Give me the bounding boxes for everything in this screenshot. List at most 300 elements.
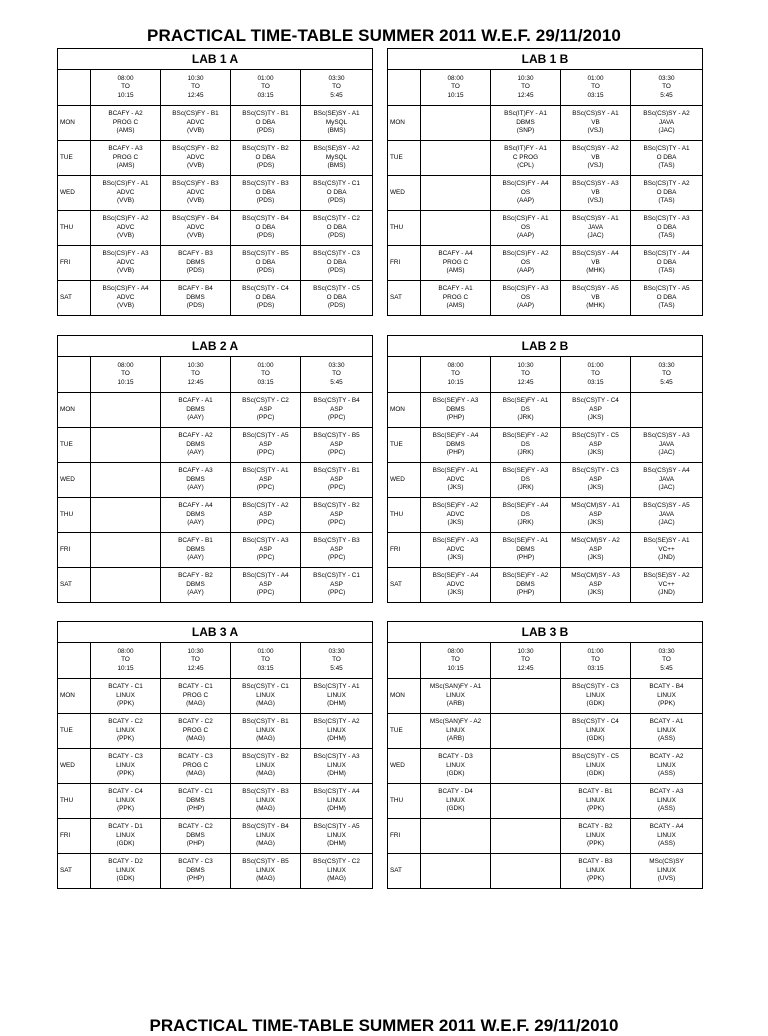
session-faculty: (MAG): [256, 805, 275, 813]
day-label: THU: [388, 498, 421, 533]
session-faculty: (PPC): [256, 484, 275, 492]
session-cell: [91, 533, 161, 568]
session-cell: [491, 393, 561, 428]
session-batch: BSc(CS)TY - C3: [313, 250, 360, 258]
session-subject: ASP: [330, 580, 343, 588]
session-faculty: (JKS): [587, 414, 604, 422]
session-cell: [161, 176, 231, 211]
session-faculty: (VVB): [186, 197, 205, 205]
session-faculty: (PHP): [186, 805, 205, 813]
session-cell: [491, 211, 561, 246]
session-cell: [231, 784, 301, 819]
session-cell: [301, 714, 373, 749]
time-slot-line: TO: [121, 83, 130, 91]
session-subject: OS: [520, 293, 531, 301]
time-slot-line: 01:00: [587, 74, 604, 82]
session-cell: [631, 106, 703, 141]
session-cell: [491, 568, 561, 603]
session-faculty: (GDK): [586, 700, 605, 708]
day-label: THU: [58, 211, 91, 246]
lab-name: LAB 3 A: [58, 622, 373, 643]
session-subject: DBMS: [186, 866, 205, 874]
session-cell: [161, 568, 231, 603]
session-cell: [161, 749, 231, 784]
session-batch: BSc(CS)FY - B3: [172, 180, 219, 188]
session-cell: [91, 428, 161, 463]
session-cell: [91, 463, 161, 498]
session-batch: MSc(SAN)FY - A2: [429, 718, 482, 726]
session-cell: [561, 533, 631, 568]
session-faculty: (VVB): [186, 162, 205, 170]
time-slot-line: 01:00: [587, 647, 604, 655]
time-slot-line: TO: [191, 83, 200, 91]
session-batch: BSc(CS)TY - B2: [242, 145, 289, 153]
session-cell: [301, 463, 373, 498]
session-subject: LINUX: [657, 866, 676, 874]
session-batch: BSc(SE)FY - A4: [502, 502, 549, 510]
session-cell: [91, 281, 161, 316]
time-slot-line: 08:00: [117, 361, 134, 369]
time-slot-line: 5:45: [330, 378, 343, 386]
session-subject: ADVC: [446, 475, 465, 483]
session-cell: [421, 211, 491, 246]
session-faculty: (JKS): [587, 484, 604, 492]
session-cell: [301, 211, 373, 246]
session-cell: [301, 498, 373, 533]
session-faculty: (PPK): [116, 805, 135, 813]
session-faculty: (AAY): [187, 554, 204, 562]
session-faculty: (VSJ): [587, 162, 604, 170]
session-subject: O DBA: [656, 153, 677, 161]
day-label: TUE: [58, 428, 91, 463]
session-faculty: (MAG): [186, 700, 205, 708]
session-subject: ASP: [330, 510, 343, 518]
session-subject: ADVC: [446, 580, 465, 588]
session-cell: [91, 246, 161, 281]
session-cell: [421, 106, 491, 141]
time-slot-line: TO: [332, 83, 341, 91]
session-batch: BSc(CS)TY - A3: [643, 215, 690, 223]
session-batch: BSc(CS)FY - A4: [502, 180, 549, 188]
session-subject: JAVA: [658, 440, 675, 448]
time-slot-line: TO: [521, 83, 530, 91]
session-cell: [161, 281, 231, 316]
session-cell: [631, 679, 703, 714]
session-faculty: (MAG): [327, 875, 346, 883]
session-batch: BSc(CS)SY - A5: [572, 285, 619, 293]
session-batch: BSc(CS)SY - A1: [572, 110, 619, 118]
session-cell: [631, 428, 703, 463]
session-subject: ASP: [589, 475, 602, 483]
session-subject: DS: [521, 510, 530, 518]
session-batch: BCATY - D1: [108, 823, 143, 831]
session-faculty: (GDK): [116, 840, 135, 848]
session-faculty: (PPC): [327, 519, 346, 527]
time-slot-line: 03:15: [587, 91, 604, 99]
time-slot-line: 5:45: [660, 378, 673, 386]
session-subject: DBMS: [186, 258, 205, 266]
session-batch: BCATY - C1: [178, 683, 213, 691]
time-slot-line: 5:45: [660, 91, 673, 99]
session-batch: BSc(CS)TY - C2: [242, 397, 289, 405]
session-subject: ADVC: [446, 545, 465, 553]
session-cell: [161, 679, 231, 714]
session-cell: [231, 749, 301, 784]
session-batch: BCAFY - A1: [178, 397, 213, 405]
session-batch: BSc(CS)FY - A4: [102, 285, 149, 293]
session-cell: [231, 246, 301, 281]
session-cell: [631, 714, 703, 749]
session-subject: ASP: [589, 510, 602, 518]
session-subject: DBMS: [516, 545, 535, 553]
session-cell: [561, 749, 631, 784]
session-cell: [491, 854, 561, 889]
session-faculty: (PPC): [327, 449, 346, 457]
session-batch: MSc(CM)SY - A1: [571, 502, 620, 510]
day-label: THU: [388, 211, 421, 246]
lab-table: [387, 335, 703, 603]
session-batch: BCATY - C2: [108, 718, 143, 726]
time-slot-line: TO: [591, 370, 600, 378]
time-slot-line: 5:45: [330, 664, 343, 672]
session-faculty: (ASS): [657, 735, 676, 743]
corner-cell: [388, 643, 421, 679]
session-subject: DS: [521, 440, 530, 448]
session-cell: [421, 854, 491, 889]
session-cell: [301, 106, 373, 141]
session-batch: BCATY - C3: [108, 753, 143, 761]
day-label: FRI: [58, 533, 91, 568]
day-label: WED: [58, 176, 91, 211]
session-batch: BCATY - C3: [178, 858, 213, 866]
session-cell: [421, 176, 491, 211]
session-subject: DBMS: [186, 440, 205, 448]
session-faculty: (JKS): [447, 519, 464, 527]
time-slot-line: 12:45: [517, 91, 534, 99]
session-faculty: (DHM): [327, 700, 346, 708]
session-batch: BSc(CS)TY - A2: [242, 502, 289, 510]
session-batch: BSc(CS)TY - B4: [242, 215, 289, 223]
session-cell: [491, 246, 561, 281]
session-faculty: (JKS): [447, 589, 464, 597]
session-subject: DBMS: [186, 475, 205, 483]
time-slot-header: [491, 643, 561, 679]
session-subject: DBMS: [186, 580, 205, 588]
time-slot-line: 12:45: [517, 378, 534, 386]
session-cell: [301, 533, 373, 568]
session-cell: [561, 106, 631, 141]
session-subject: LINUX: [586, 831, 605, 839]
time-slot-header: [491, 70, 561, 106]
session-subject: LINUX: [657, 796, 676, 804]
session-cell: [491, 106, 561, 141]
session-subject: ADVC: [116, 188, 135, 196]
session-faculty: (JAC): [658, 519, 675, 527]
session-cell: [161, 819, 231, 854]
time-slot-header: [491, 357, 561, 393]
session-batch: BCAFY - A3: [108, 145, 143, 153]
time-slot-header: [561, 357, 631, 393]
time-slot-header: [161, 357, 231, 393]
session-batch: BSc(CS)FY - B4: [172, 215, 219, 223]
session-cell: [91, 819, 161, 854]
session-cell: [561, 819, 631, 854]
session-batch: BSc(CS)SY - A5: [643, 502, 690, 510]
day-label: SAT: [388, 281, 421, 316]
session-subject: PROG C: [182, 726, 209, 734]
time-slot-header: [301, 643, 373, 679]
session-subject: ADVC: [116, 293, 135, 301]
session-faculty: (TAS): [658, 162, 675, 170]
session-batch: BCATY - A1: [649, 718, 684, 726]
session-cell: [491, 428, 561, 463]
session-faculty: (ASS): [657, 805, 676, 813]
session-subject: LINUX: [256, 761, 275, 769]
session-batch: BCATY - C1: [178, 788, 213, 796]
session-faculty: (TAS): [658, 267, 675, 275]
session-subject: JAVA: [658, 118, 675, 126]
corner-cell: [388, 357, 421, 393]
session-subject: O DBA: [255, 223, 276, 231]
session-cell: [91, 176, 161, 211]
session-cell: [231, 568, 301, 603]
session-subject: DBMS: [186, 545, 205, 553]
session-batch: BSc(CS)TY - C3: [572, 683, 619, 691]
session-cell: [561, 428, 631, 463]
day-label: THU: [58, 498, 91, 533]
session-faculty: (PPC): [256, 554, 275, 562]
session-subject: LINUX: [657, 726, 676, 734]
session-batch: BSc(CS)FY - A1: [102, 180, 149, 188]
session-cell: [631, 749, 703, 784]
time-slot-line: 03:15: [587, 378, 604, 386]
session-cell: [631, 393, 703, 428]
session-subject: ASP: [589, 405, 602, 413]
session-faculty: (PPC): [256, 589, 275, 597]
session-subject: ADVC: [446, 510, 465, 518]
session-faculty: (PPC): [256, 519, 275, 527]
time-slot-line: TO: [662, 83, 671, 91]
session-faculty: (JND): [658, 554, 675, 562]
session-batch: BCAFY - B3: [178, 250, 213, 258]
session-subject: LINUX: [446, 726, 465, 734]
session-batch: BSc(CS)TY - C3: [572, 467, 619, 475]
session-cell: [491, 819, 561, 854]
day-label: MON: [58, 393, 91, 428]
session-faculty: (PPC): [327, 554, 346, 562]
time-slot-line: TO: [121, 370, 130, 378]
session-batch: BCATY - B4: [649, 683, 684, 691]
session-subject: LINUX: [116, 866, 135, 874]
time-slot-line: 10:30: [517, 361, 534, 369]
session-subject: DBMS: [186, 510, 205, 518]
session-subject: O DBA: [656, 258, 677, 266]
session-cell: [91, 106, 161, 141]
session-subject: JAVA: [658, 475, 675, 483]
time-slot-line: 03:30: [328, 361, 345, 369]
day-label: MON: [58, 106, 91, 141]
corner-cell: [58, 357, 91, 393]
session-subject: VB: [591, 118, 600, 126]
session-cell: [421, 533, 491, 568]
session-cell: [631, 176, 703, 211]
session-faculty: (GDK): [446, 805, 465, 813]
time-slot-line: 10:15: [117, 91, 134, 99]
session-subject: MySQL: [325, 153, 348, 161]
session-faculty: (PHP): [446, 449, 465, 457]
session-faculty: (AAY): [187, 414, 204, 422]
session-cell: [301, 176, 373, 211]
time-slot-header: [631, 643, 703, 679]
session-subject: ASP: [589, 545, 602, 553]
session-faculty: (PDS): [256, 197, 275, 205]
session-batch: BSc(CS)TY - B4: [242, 823, 289, 831]
time-slot-header: [561, 643, 631, 679]
session-batch: BCAFY - A3: [178, 467, 213, 475]
session-cell: [421, 679, 491, 714]
session-batch: BSc(CS)TY - A1: [313, 683, 360, 691]
session-subject: ASP: [330, 475, 343, 483]
time-slot-header: [421, 643, 491, 679]
session-cell: [231, 679, 301, 714]
session-batch: BCATY - D2: [108, 858, 143, 866]
session-subject: OS: [520, 258, 531, 266]
session-cell: [161, 393, 231, 428]
session-subject: PROG C: [182, 691, 209, 699]
time-slot-line: TO: [662, 370, 671, 378]
session-subject: ASP: [259, 545, 272, 553]
session-subject: LINUX: [327, 761, 346, 769]
session-faculty: (JKS): [587, 554, 604, 562]
time-slot-line: 01:00: [587, 361, 604, 369]
session-batch: BSc(CS)FY - A2: [102, 215, 149, 223]
session-faculty: (MAG): [256, 770, 275, 778]
session-faculty: (AMS): [116, 162, 135, 170]
session-subject: C PROG: [512, 153, 539, 161]
time-slot-header: [231, 643, 301, 679]
session-batch: BSc(CS)TY - A4: [643, 250, 690, 258]
session-batch: BCAFY - A2: [108, 110, 143, 118]
session-faculty: (JND): [658, 589, 675, 597]
session-cell: [301, 281, 373, 316]
session-cell: [91, 749, 161, 784]
session-faculty: (GDK): [116, 875, 135, 883]
session-batch: BSc(CS)TY - B4: [313, 397, 360, 405]
session-batch: BCAFY - A4: [178, 502, 213, 510]
session-cell: [231, 533, 301, 568]
session-batch: BSc(CS)TY - C5: [572, 432, 619, 440]
session-batch: BCATY - A2: [649, 753, 684, 761]
session-subject: ASP: [259, 405, 272, 413]
session-subject: LINUX: [586, 691, 605, 699]
session-cell: [421, 393, 491, 428]
session-faculty: (JAC): [587, 232, 604, 240]
session-cell: [421, 141, 491, 176]
session-faculty: (JAC): [658, 484, 675, 492]
session-cell: [491, 749, 561, 784]
session-batch: BSc(CS)TY - C5: [313, 285, 360, 293]
session-faculty: (AAY): [187, 484, 204, 492]
session-faculty: (GDK): [586, 735, 605, 743]
session-faculty: (MAG): [256, 735, 275, 743]
time-slot-header: [631, 70, 703, 106]
day-label: TUE: [58, 714, 91, 749]
session-faculty: (PDS): [327, 267, 346, 275]
session-cell: [561, 393, 631, 428]
day-label: TUE: [58, 141, 91, 176]
time-slot-header: [631, 357, 703, 393]
session-faculty: (DHM): [327, 805, 346, 813]
session-cell: [631, 533, 703, 568]
session-batch: BCATY - A4: [649, 823, 684, 831]
session-batch: BSc(CS)TY - C2: [313, 215, 360, 223]
session-cell: [231, 498, 301, 533]
session-batch: BSc(CS)FY - B2: [172, 145, 219, 153]
session-subject: OS: [520, 188, 531, 196]
session-cell: [491, 498, 561, 533]
session-batch: BCATY - D4: [438, 788, 473, 796]
session-batch: BSc(CS)TY - B3: [242, 788, 289, 796]
session-batch: BSc(CS)TY - B2: [313, 502, 360, 510]
day-label: FRI: [388, 819, 421, 854]
session-subject: ADVC: [186, 153, 205, 161]
session-subject: DBMS: [446, 405, 465, 413]
session-subject: LINUX: [657, 831, 676, 839]
session-subject: ADVC: [116, 223, 135, 231]
time-slot-line: TO: [332, 656, 341, 664]
session-faculty: (CPL): [517, 162, 534, 170]
session-cell: [231, 854, 301, 889]
session-cell: [631, 784, 703, 819]
session-subject: DS: [521, 475, 530, 483]
time-slot-header: [421, 70, 491, 106]
session-faculty: (ARB): [446, 735, 465, 743]
time-slot-line: TO: [521, 656, 530, 664]
session-cell: [161, 714, 231, 749]
session-batch: BSc(SE)FY - A1: [502, 397, 549, 405]
session-faculty: (PHP): [446, 414, 465, 422]
session-subject: DBMS: [186, 293, 205, 301]
session-faculty: (PPK): [116, 700, 135, 708]
session-cell: [631, 211, 703, 246]
session-faculty: (PPK): [116, 735, 135, 743]
time-slot-header: [301, 357, 373, 393]
session-faculty: (DHM): [327, 735, 346, 743]
session-batch: BCAFY - A2: [178, 432, 213, 440]
session-subject: ASP: [330, 405, 343, 413]
session-faculty: (JKS): [587, 449, 604, 457]
day-label: WED: [388, 749, 421, 784]
session-faculty: (VVB): [116, 197, 135, 205]
session-cell: [561, 854, 631, 889]
session-batch: MSc(CM)SY - A3: [571, 572, 620, 580]
lab-table: [387, 621, 703, 889]
session-subject: LINUX: [657, 761, 676, 769]
session-subject: VB: [591, 188, 600, 196]
session-batch: BSc(SE)FY - A2: [502, 432, 549, 440]
lab-name: LAB 2 A: [58, 336, 373, 357]
session-faculty: (PDS): [256, 267, 275, 275]
session-faculty: (PDS): [327, 232, 346, 240]
session-faculty: (VVB): [116, 267, 135, 275]
session-faculty: (JRK): [517, 519, 534, 527]
session-subject: O DBA: [656, 188, 677, 196]
day-label: WED: [58, 749, 91, 784]
time-slot-line: 10:30: [187, 361, 204, 369]
session-subject: DBMS: [186, 405, 205, 413]
session-cell: [421, 463, 491, 498]
time-slot-line: TO: [191, 370, 200, 378]
